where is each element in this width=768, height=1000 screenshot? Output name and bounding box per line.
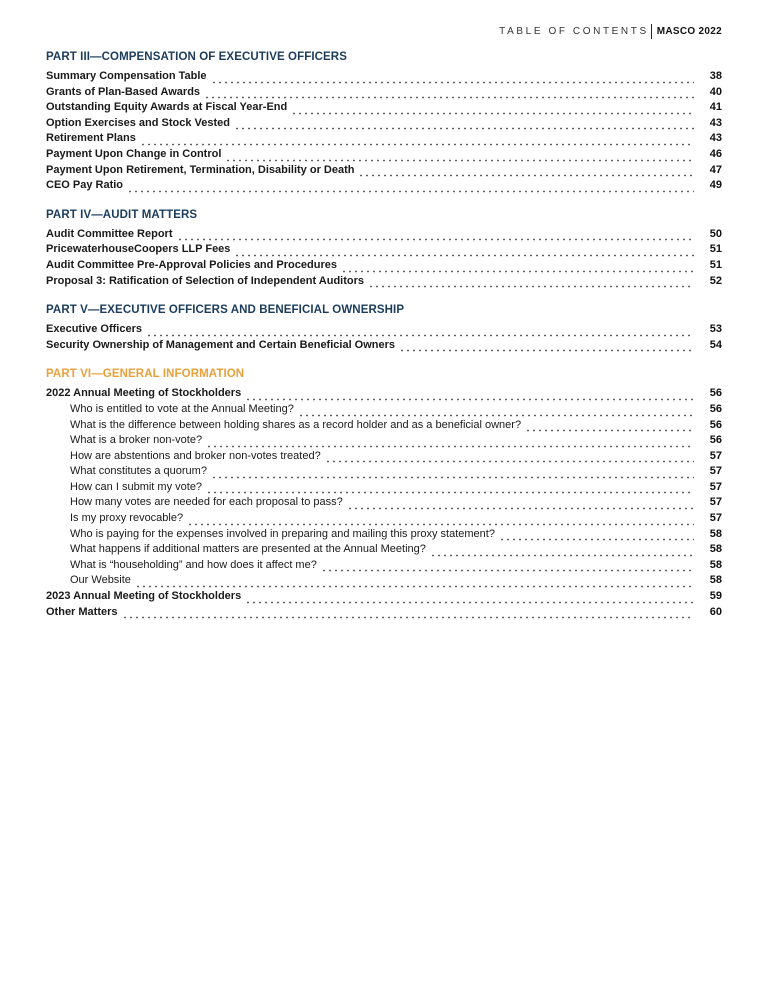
- toc-entry[interactable]: [46, 322, 722, 338]
- toc-subentry[interactable]: [46, 542, 722, 558]
- part-title: PART IV—AUDIT MATTERS: [46, 208, 198, 221]
- toc-part-iv: [46, 207, 722, 289]
- toc-entry[interactable]: [46, 116, 722, 132]
- toc-content: [46, 49, 722, 633]
- dot-leader: [206, 483, 694, 495]
- toc-entry[interactable]: [46, 338, 722, 354]
- entry-label: What is “householding” and how does it affect me?: [70, 558, 317, 571]
- entry-page: 51: [709, 258, 722, 271]
- toc-subentry[interactable]: [46, 573, 722, 589]
- toc-entry[interactable]: [46, 274, 722, 290]
- dot-leader: [127, 182, 694, 194]
- entry-page: 40: [709, 85, 722, 98]
- dot-leader: [211, 73, 694, 85]
- dot-leader: [399, 341, 694, 353]
- brand-label: MASCO 2022: [656, 25, 722, 37]
- entry-label: Audit Committee Pre-Approval Policies and Procedures: [46, 258, 337, 271]
- toc-entry[interactable]: [46, 131, 722, 147]
- toc-subentry[interactable]: [46, 558, 722, 574]
- entry-label: What happens if additional matters are presented at the Annual Meeting?: [70, 543, 426, 556]
- toc-entry[interactable]: [46, 386, 722, 402]
- entry-label: Payment Upon Change in Control: [46, 147, 222, 160]
- toc-subentry[interactable]: [46, 495, 722, 511]
- toc-subentry[interactable]: [46, 433, 722, 449]
- dot-leader: [187, 515, 694, 527]
- toc-entry[interactable]: [46, 589, 722, 605]
- entry-page: 58: [709, 558, 722, 571]
- dot-leader: [325, 452, 694, 464]
- dot-leader: [341, 262, 694, 274]
- entry-page: 53: [709, 323, 722, 336]
- dot-leader: [430, 546, 694, 558]
- entry-page: 51: [709, 243, 722, 256]
- toc-entry[interactable]: [46, 258, 722, 274]
- entry-page: 50: [709, 227, 722, 240]
- dot-leader: [146, 326, 694, 338]
- entry-label: How can I submit my vote?: [70, 480, 203, 493]
- toc-part-v: [46, 302, 722, 353]
- toc-subentry[interactable]: [46, 402, 722, 418]
- entry-page: 47: [709, 163, 722, 176]
- dot-leader: [291, 104, 694, 116]
- toc-entry[interactable]: [46, 100, 722, 116]
- entry-label: Retirement Plans: [46, 132, 136, 145]
- dot-leader: [211, 468, 694, 480]
- toc-subentry[interactable]: [46, 449, 722, 465]
- entry-page: 58: [709, 543, 722, 556]
- entry-label: What is the difference between holding shares as a record holder and as a beneficial owner?: [70, 418, 522, 431]
- entry-label: Is my proxy revocable?: [70, 512, 184, 525]
- toc-entry[interactable]: [46, 85, 722, 101]
- part-title: PART VI—GENERAL INFORMATION: [46, 368, 245, 381]
- dot-leader: [368, 277, 694, 289]
- entry-page: 57: [709, 480, 722, 493]
- toc-subentry[interactable]: [46, 511, 722, 527]
- dot-leader: [245, 593, 694, 605]
- entry-label: What is a broker non-vote?: [70, 434, 203, 447]
- entry-page: 56: [709, 418, 722, 431]
- dot-leader: [525, 421, 694, 433]
- dot-leader: [499, 530, 694, 542]
- entry-page: 57: [709, 496, 722, 509]
- entry-label: Option Exercises and Stock Vested: [46, 116, 231, 129]
- dot-leader: [135, 577, 694, 589]
- dot-leader: [321, 561, 694, 573]
- entry-page: 56: [709, 387, 722, 400]
- entry-label: Outstanding Equity Awards at Fiscal Year-End: [46, 101, 288, 114]
- dot-leader: [122, 608, 694, 620]
- dot-leader: [225, 151, 694, 163]
- entry-page: 59: [709, 590, 722, 603]
- toc-subentry[interactable]: [46, 527, 722, 543]
- entry-page: 57: [709, 512, 722, 525]
- dot-leader: [245, 390, 694, 402]
- toc-entry[interactable]: [46, 163, 722, 179]
- entry-label: Executive Officers: [46, 323, 142, 336]
- entry-label: Grants of Plan-Based Awards: [46, 85, 201, 98]
- toc-part-iii: [46, 49, 722, 194]
- toc-entry[interactable]: [46, 605, 722, 621]
- toc-part-vi: [46, 366, 722, 620]
- dot-leader: [140, 135, 694, 147]
- toc-entry[interactable]: [46, 242, 722, 258]
- dot-leader: [234, 246, 694, 258]
- entry-label: How many votes are needed for each proposal to pass?: [70, 496, 343, 509]
- entry-page: 58: [709, 527, 722, 540]
- entry-label: What constitutes a quorum?: [70, 465, 207, 478]
- entry-page: 57: [709, 465, 722, 478]
- dot-leader: [204, 88, 694, 100]
- entry-page: 43: [709, 132, 722, 145]
- toc-subentry[interactable]: [46, 464, 722, 480]
- toc-entry[interactable]: [46, 69, 722, 85]
- toc-entry[interactable]: [46, 147, 722, 163]
- part-title: PART V—EXECUTIVE OFFICERS AND BENEFICIAL OWNERSHIP: [46, 304, 405, 317]
- entry-page: 52: [709, 274, 722, 287]
- entry-page: 46: [709, 147, 722, 160]
- entry-label: Audit Committee Report: [46, 227, 173, 240]
- dot-leader: [177, 230, 695, 242]
- entry-page: 43: [709, 116, 722, 129]
- dot-leader: [298, 406, 694, 418]
- dot-leader: [234, 119, 694, 131]
- dot-leader: [206, 437, 694, 449]
- page-header: [499, 24, 722, 39]
- entry-label: Summary Compensation Table: [46, 70, 207, 82]
- entry-label: Our Website: [70, 574, 131, 587]
- entry-label: Proposal 3: Ratification of Selection of Independent Auditors: [46, 274, 365, 287]
- toc-subentry[interactable]: [46, 480, 722, 496]
- section-title: TABLE OF CONTENTS: [499, 25, 649, 37]
- entry-label: 2023 Annual Meeting of Stockholders: [46, 590, 242, 603]
- entry-label: Who is paying for the expenses involved in preparing and mailing this proxy statement?: [70, 527, 495, 540]
- entry-page: 41: [709, 101, 722, 114]
- entry-page: 57: [709, 449, 722, 462]
- entry-label: How are abstentions and broker non-votes treated?: [70, 449, 321, 462]
- entry-label: PricewaterhouseCoopers LLP Fees: [46, 243, 231, 256]
- entry-page: 56: [709, 402, 722, 415]
- dot-leader: [347, 499, 694, 511]
- entry-label: Who is entitled to vote at the Annual Meeting?: [70, 402, 294, 415]
- dot-leader: [358, 166, 694, 178]
- entry-page: 54: [709, 338, 722, 351]
- entry-page: 38: [709, 70, 722, 82]
- entry-label: Security Ownership of Management and Certain Beneficial Owners: [46, 338, 396, 351]
- entry-label: Payment Upon Retirement, Termination, Disability or Death: [46, 163, 355, 176]
- toc-entry[interactable]: [46, 227, 722, 243]
- entry-label: 2022 Annual Meeting of Stockholders: [46, 387, 242, 400]
- entry-page: 56: [709, 434, 722, 447]
- toc-entry[interactable]: [46, 178, 722, 194]
- header-divider: [651, 24, 652, 39]
- entry-page: 58: [709, 574, 722, 587]
- part-title: PART III—COMPENSATION OF EXECUTIVE OFFICERS: [46, 51, 347, 63]
- entry-page: 60: [709, 605, 722, 618]
- entry-label: CEO Pay Ratio: [46, 179, 124, 192]
- toc-subentry[interactable]: [46, 418, 722, 434]
- entry-label: Other Matters: [46, 605, 118, 618]
- entry-page: 49: [709, 179, 722, 192]
